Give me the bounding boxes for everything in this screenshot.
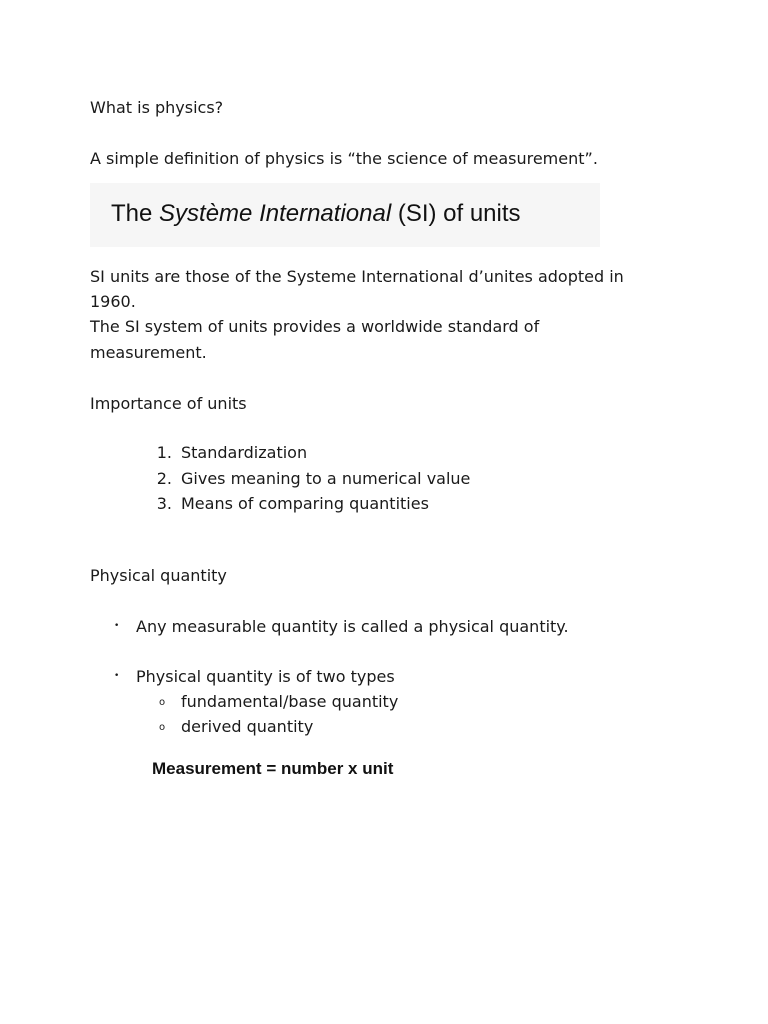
bullet-item-types: Physical quantity is of two types bbox=[136, 667, 395, 686]
si-paragraph-line-4: measurement. bbox=[90, 343, 207, 362]
si-paragraph-line-3: The SI system of units provides a worldwide standard of bbox=[90, 317, 540, 336]
circle-bullet-icon: o bbox=[159, 722, 166, 733]
circle-bullet-icon: o bbox=[159, 697, 166, 708]
si-banner-image bbox=[90, 183, 600, 247]
si-paragraph-line-1: SI units are those of the Systeme International d’unites adopted in bbox=[90, 267, 624, 286]
measurement-formula: Measurement = number x unit bbox=[152, 759, 394, 778]
list-item: Means of comparing quantities bbox=[181, 494, 429, 513]
list-item: Standardization bbox=[181, 443, 308, 462]
list-item: Gives meaning to a numerical value bbox=[181, 469, 471, 488]
list-number: 1. bbox=[156, 443, 172, 462]
bullet-item-measurable: Any measurable quantity is called a physical quantity. bbox=[136, 617, 569, 636]
banner-suffix: (SI) of units bbox=[391, 200, 521, 227]
physics-definition: A simple definition of physics is “the science of measurement”. bbox=[90, 149, 598, 168]
bullet-icon: • bbox=[114, 671, 120, 681]
banner-prefix: The bbox=[111, 200, 160, 227]
question-heading: What is physics? bbox=[90, 98, 224, 117]
physical-quantity-heading: Physical quantity bbox=[90, 566, 227, 585]
list-number: 3. bbox=[156, 494, 172, 513]
si-banner-title bbox=[111, 198, 521, 230]
si-paragraph-line-2: 1960. bbox=[90, 292, 136, 311]
bullet-icon: • bbox=[114, 621, 120, 631]
list-number: 2. bbox=[156, 469, 172, 488]
sub-item-fundamental: fundamental/base quantity bbox=[181, 692, 399, 711]
banner-italic: Système International bbox=[159, 200, 392, 227]
importance-heading: Importance of units bbox=[90, 394, 247, 413]
sub-item-derived: derived quantity bbox=[181, 717, 314, 736]
